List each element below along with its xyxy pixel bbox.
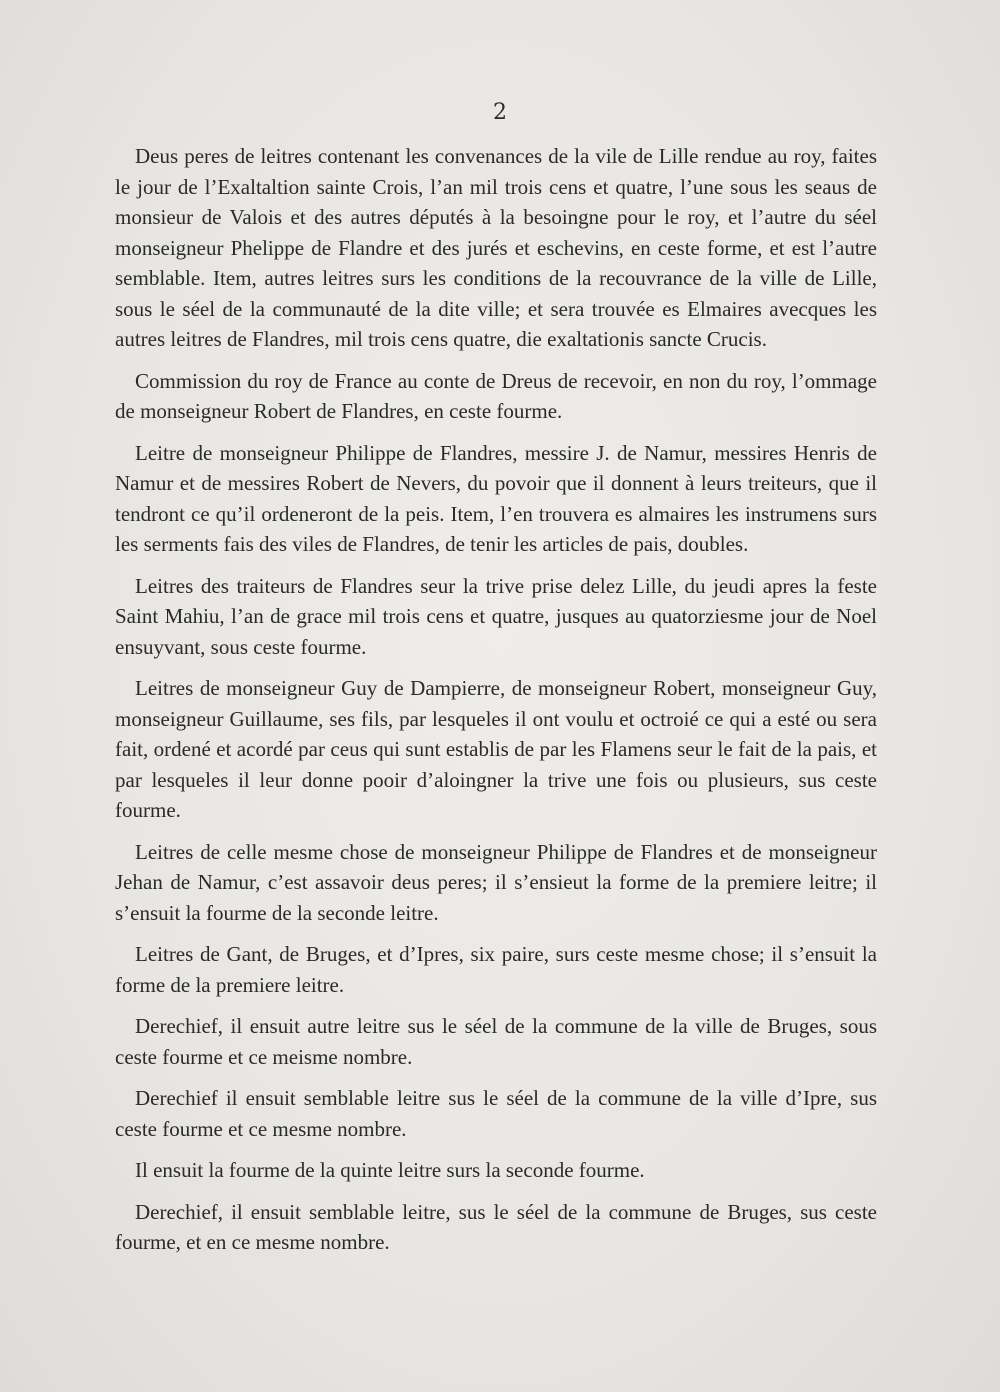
paragraph: Leitres de Gant, de Bruges, et d’Ipres, six paire, surs ceste mesme chose; il s’ensuit la forme de la premiere leitre. [115,942,877,997]
paragraph: Leitres de celle mesme chose de monseigneur Philippe de Flandres et de monseigneur Jehan de Namur, c’est assavoir deus peres; il s’ensieut la forme de la premiere leitre; il s’ensuit la fourme de la seconde leitre. [115,839,877,925]
page-number: 2 [493,100,507,125]
paragraph: Il ensuit la fourme de la quinte leitre surs la seconde fourme. [135,1158,645,1182]
paragraph: Deus peres de leitres contenant les convenances de la vile de Lille rendue au roy, faites le jour de l’Exaltaltion sainte Crois, l’an mil trois cens et quatre, l’une sous les seaus de monsieur de Valois et des autres députés à la besoingne pour le roy, et l’autre du séel monseigneur Phelippe de Flandre et des jurés et eschevins, en ceste forme, et est l’autre semblable. Item, autres leitres surs les conditions de la recouvrance de la ville de Lille, sous le séel de la communauté de la dite ville; et sera trouvée es Elmaires avecques les autres leitres de Flandres, mil trois cens quatre, die exaltationis sancte Crucis. [115,144,877,351]
paragraph: Leitres de monseigneur Guy de Dampierre, de monseigneur Robert, monseigneur Guy, monseigneur Guillaume, ses fils, par lesqueles il ont voulu et octroié ce qui a esté ou sera fait, ordené et acordé par ceus qui sunt establis de par les Flamens seur le fait de la pais, et par lesqueles il leur donne pooir d’aloingner la trive une fois ou plusieurs, sus ceste fourme. [115,676,877,822]
paragraph: Leitres des traiteurs de Flandres seur la trive prise delez Lille, du jeudi apres la feste Saint Mahiu, l’an de grace mil trois cens et quatre, jusques au quatorziesme jour de Noel ensuyvant, sous ceste fourme. [115,573,877,659]
body-text [115,141,877,1269]
paragraph: Derechief il ensuit semblable leitre sus le séel de la commune de la ville d’Ipre, sus ceste fourme et ce mesme nombre. [115,1086,877,1141]
paragraph: Derechief, il ensuit autre leitre sus le séel de la commune de la ville de Bruges, sous ceste fourme et ce meisme nombre. [115,1014,877,1069]
paragraph: Commission du roy de France au conte de Dreus de recevoir, en non du roy, l’ommage de monseigneur Robert de Flandres, en ceste fourme. [115,368,877,423]
paragraph: Derechief, il ensuit semblable leitre, sus le séel de la commune de Bruges, sus ceste fourme, et en ce mesme nombre. [115,1199,877,1254]
paragraph: Leitre de monseigneur Philippe de Flandres, messire J. de Namur, messires Henris de Namur et de messires Robert de Nevers, du povoir que il donnent à leurs treiteurs, que il tendront ce qu’il ordeneront de la peis. Item, l’en trouvera es almaires les instrumens surs les serments fais des viles de Flandres, de tenir les articles de pais, doubles. [115,440,877,556]
